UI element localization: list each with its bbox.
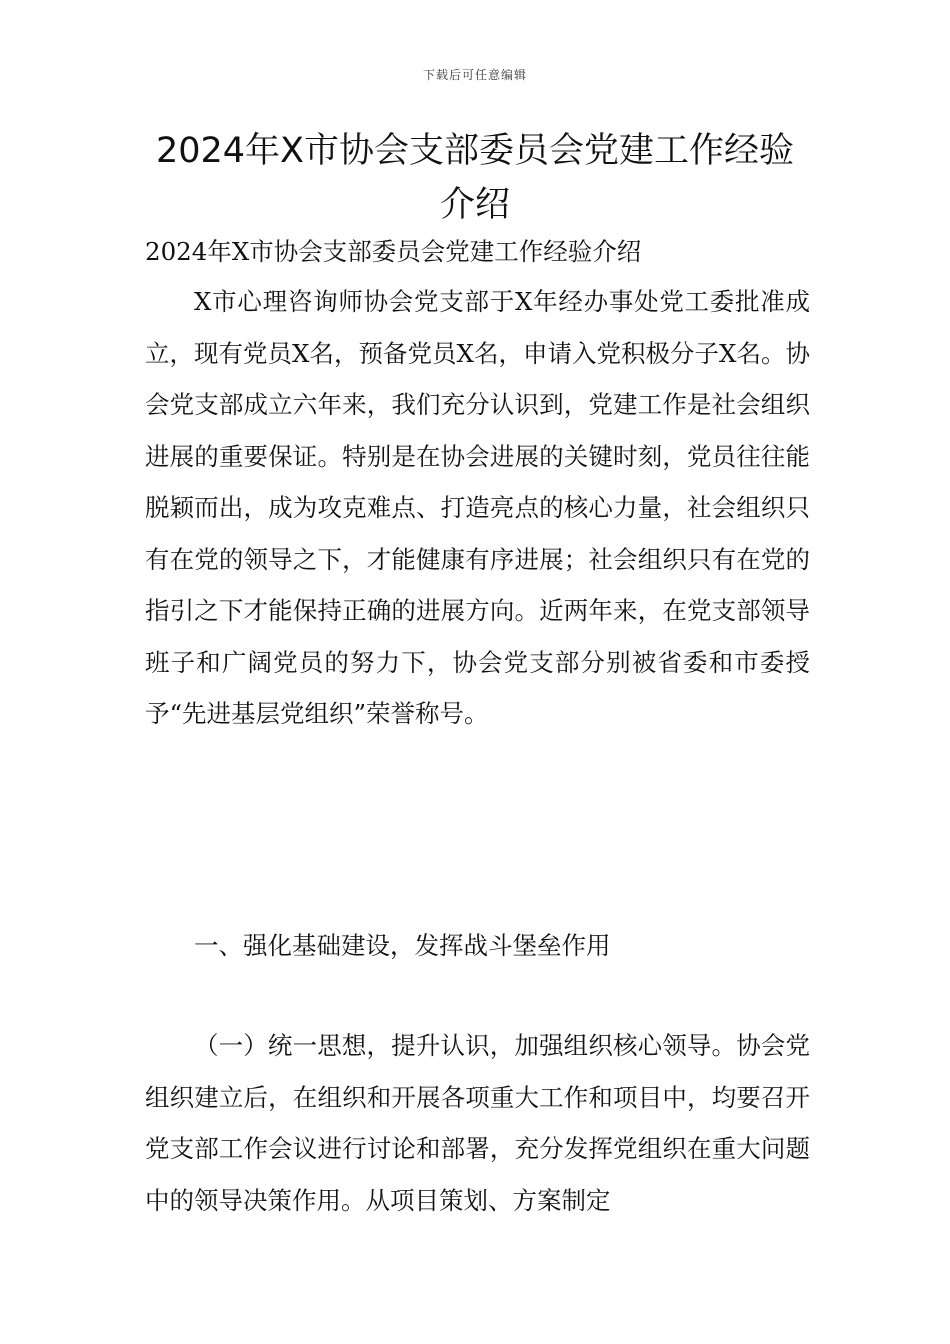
document-title: 2024年X市协会支部委员会党建工作经验介绍 (155, 131, 795, 225)
section-heading: 一、强化基础建设，发挥战斗堡垒作用 (194, 931, 611, 960)
intro-paragraph: X市心理咨询师协会党支部于X年经办事处党工委批准成立，现有党员X名，预备党员X名，申请入党积极分子X名。协会党支部成立六年来，我们充分认识到，党建工作是社会组织进展的重要保证。特别是在协会进展的关键时刻，党员往往能脱颖而出，成为攻克难点、打造亮点的核心力量，社会组织只有在党的领导之下，才能健康有序进展；社会组织只有在党的指引之下才能保持正确的进展方向。近两年来，在党支部领导班子和广阔党员的努力下，协会党支部分别被省委和市委授予“先进基层党组织”荣誉称号。 (145, 287, 810, 728)
document-subtitle: 2024年X市协会支部委员会党建工作经验介绍 (145, 237, 642, 266)
header-note: 下载后可任意编辑 (422, 68, 527, 82)
subsection-paragraph: （一）统一思想，提升认识，加强组织核心领导。协会党组织建立后，在组织和开展各项重大工作和项目中，均要召开党支部工作会议进行讨论和部署，充分发挥党组织在重大问题中的领导决策作用。从项目策划、方案制定 (145, 1031, 810, 1215)
